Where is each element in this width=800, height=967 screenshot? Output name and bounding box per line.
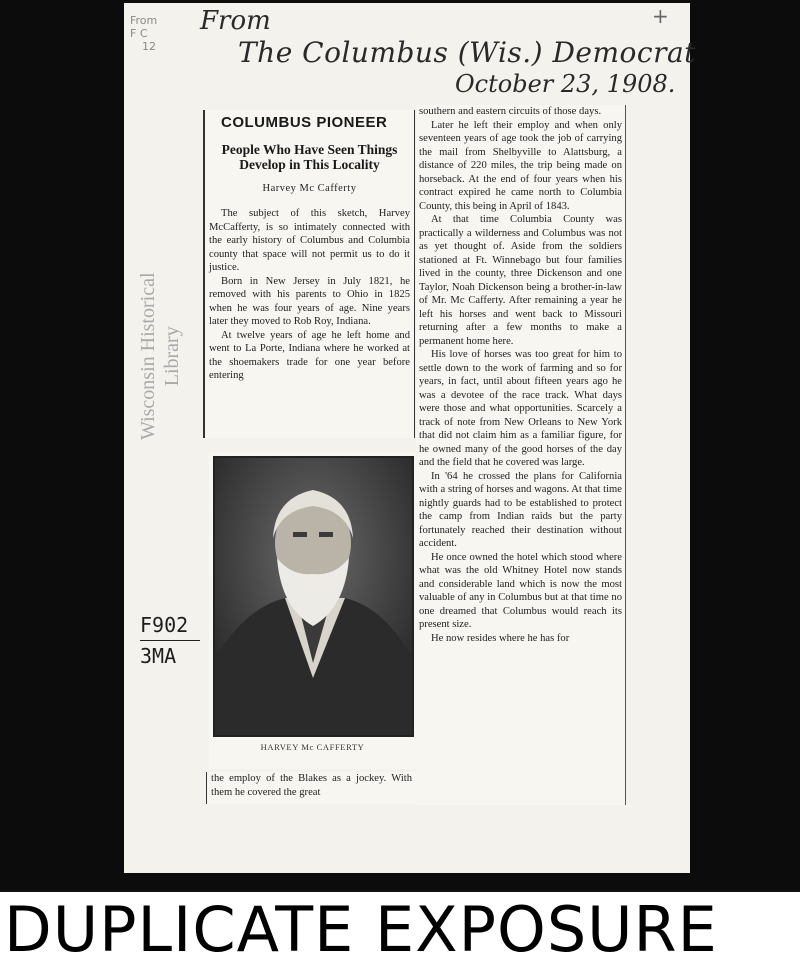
paragraph: At that time Columbia County was practically a wilderness and Columbus was not as yet thought of. Aside from the soldiers stationed at Ft. Winnebago but four families lived in the county, three Dickenson and one Taylor, Noah Dickenson being a brother-in-law of Mr. Mc Cafferty. After remaining a year he left his horses and went back to Missouri returning after a few months to make a permanent home here. [419,214,622,347]
portrait-photo [209,452,416,769]
portrait-image [213,456,414,737]
registration-mark: + [652,4,669,28]
portrait-illustration [215,458,412,735]
call-number [140,612,200,669]
article-column-1-continued [206,772,416,804]
pencil-note [130,14,157,53]
call-number-rule [140,640,200,641]
paragraph: southern and eastern circuits of those days. [419,106,602,117]
paragraph: Later he left their employ and when only seventeen years of age took the job of carrying the mail from Shelbyville to Alattsburg, a distance of 220 miles, the trip being made on horseback. At the end of four years when his contract expired he came north to Columbia County, this being in April of 1843. [419,119,622,212]
paragraph: At twelve years of age he left home and went to La Porte, Indiana where he worked at the shoemakers trade for one year before entering [209,329,410,381]
handwritten-source: The Columbus (Wis.) Democrat [238,36,696,69]
paragraph: He once owned the hotel which stood where what was the old Whitney Hotel now stands and considerable land which is now the most valuable of any in Columbus but at that time no one dreamed that Columbus would reach its present size. [419,551,622,630]
article-subheadline: People Who Have Seen Things Develop in This Locality [221,141,398,172]
paragraph: The subject of this sketch, Harvey McCafferty, is so intimately connected with the early history of Columbus and Columbia county that space will not permit us to do it justice. [209,208,410,273]
article-column-1 [203,110,415,438]
paragraph: He now resides where he has for [431,632,570,644]
handwritten-date: October 23, 1908. [455,70,676,98]
paragraph: In '64 he crossed the plans for California with a string of horses and wagons. At that time nightly guards had to be established to protect the camp from Indian raids but the party fortunately reached their destination without accident. [419,470,622,549]
handwritten-from: From [200,6,271,36]
photo-caption: HARVEY Mc CAFFERTY [260,742,365,752]
paragraph: Born in New Jersey in July 1821, he removed with his parents to Ohio in 1825 when he was four years of age. Nine years later they moved to Rob Roy, Indiana. [209,275,410,327]
paragraph: His love of horses was too great for him to settle down to the work of farming and so for years, in fact, until about fifteen years ago he was a devotee of the race track. What days were those and what opportunities. Scarcely a track of note from New Orleans to New York that did not claim him as a familiar figure, for he owned many of the good horses of the day and the field that he covered was large. [419,349,622,468]
article-headline: COLUMBUS PIONEER [221,114,388,131]
pencil-note-line: F C [130,27,148,40]
call-number-top: F902 [140,613,189,637]
stamp-line: Wisconsin Historical [137,272,159,440]
call-number-bottom: 3MA [140,644,177,668]
article-column-2 [416,105,626,805]
duplicate-exposure-banner: DUPLICATE EXPOSURE [0,892,800,967]
stamp-line: Library [161,326,183,387]
pencil-note-line: From [130,14,158,27]
library-stamp [136,273,184,441]
paragraph: the employ of the Blakes as a jockey. With them he covered the great [211,773,412,798]
article-byline: Harvey Mc Cafferty [262,182,357,194]
pencil-note-line: 12 [142,40,156,53]
